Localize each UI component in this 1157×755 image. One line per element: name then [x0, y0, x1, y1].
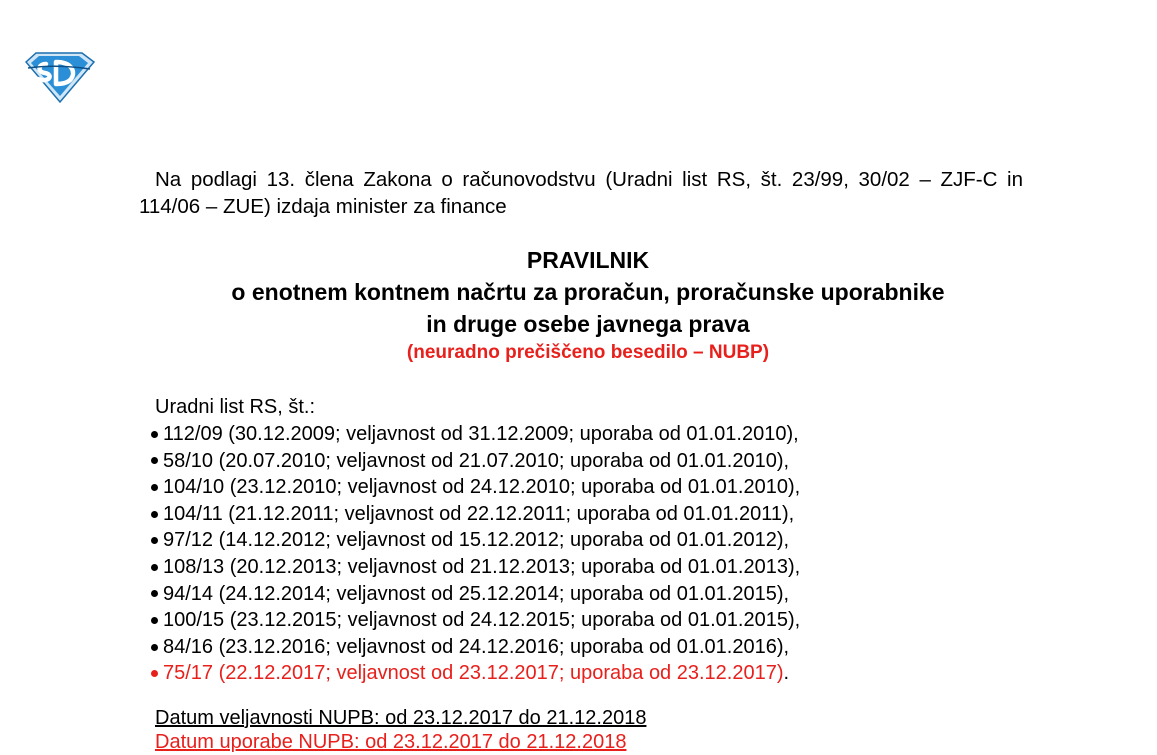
gazette-label: Uradni list RS, št.: — [155, 396, 316, 418]
gazette-entry-text: 75/17 (22.12.2017; veljavnost od 23.12.2017; uporaba od 23.12.2017) — [163, 662, 784, 685]
document-subtitle-line-1: o enotnem kontnem načrtu za proračun, proračunske uporabnike — [231, 279, 945, 305]
bullet-icon — [151, 564, 158, 571]
gazette-entry — [151, 501, 800, 528]
gazette-entry — [151, 607, 800, 634]
bullet-icon — [151, 511, 158, 518]
gazette-entry — [151, 474, 800, 501]
gazette-entry-text: 104/11 (21.12.2011; veljavnost od 22.12.2011; uporaba od 01.01.2011), — [163, 502, 795, 525]
gazette-entry-text: 94/14 (24.12.2014; veljavnost od 25.12.2014; uporaba od 01.01.2015), — [163, 582, 790, 605]
gazette-entry-text: 58/10 (20.07.2010; veljavnost od 21.07.2010; uporaba od 01.01.2010), — [163, 449, 790, 472]
intro-paragraph — [139, 166, 1023, 220]
gazette-entry-text: 108/13 (20.12.2013; veljavnost od 21.12.2013; uporaba od 01.01.2013), — [163, 555, 801, 578]
use-date-line: Datum uporabe NUPB: od 23.12.2017 do 21.12.2018 — [155, 731, 627, 753]
gazette-entry-text: 112/09 (30.12.2009; veljavnost od 31.12.2009; uporaba od 01.01.2010), — [163, 423, 799, 445]
gazette-entry — [151, 448, 800, 475]
gazette-entry — [151, 421, 800, 448]
gazette-entry-latest — [151, 660, 800, 687]
bullet-icon — [151, 537, 158, 544]
validity-date-line: Datum veljavnosti NUPB: od 23.12.2017 do 21.12.2018 — [155, 707, 647, 729]
gazette-entry-text: 104/10 (23.12.2010; veljavnost od 24.12.2010; uporaba od 01.01.2010), — [163, 476, 801, 499]
bullet-icon — [151, 431, 158, 438]
document-title: PRAVILNIK — [526, 247, 650, 273]
gazette-entry — [151, 554, 800, 581]
gazette-entries-list — [151, 421, 800, 687]
gazette-entry — [151, 581, 800, 608]
sd-shield-logo-icon — [22, 50, 96, 104]
gazette-entry — [151, 527, 800, 554]
intro-text: Na podlagi 13. člena Zakona o računovodstvu (Uradni list RS, št. 23/99, 30/02 – ZJF-C in 114/06 – ZUE) izdaja minister za finance — [139, 168, 1023, 218]
gazette-entry-text: 84/16 (23.12.2016; veljavnost od 24.12.2016; uporaba od 01.01.2016), — [163, 635, 790, 658]
gazette-entry — [151, 634, 800, 661]
gazette-entry-text: 97/12 (14.12.2012; veljavnost od 15.12.2012; uporaba od 01.01.2012), — [163, 529, 790, 552]
bullet-icon — [151, 457, 158, 464]
gazette-entry-tail: . — [783, 662, 790, 685]
document-subtitle-line-2: in druge osebe javnega prava — [426, 311, 750, 337]
bullet-icon — [151, 484, 158, 491]
gazette-entry-text: 100/15 (23.12.2015; veljavnost od 24.12.2015; uporaba od 01.01.2015), — [163, 609, 801, 632]
bullet-icon — [151, 644, 158, 651]
bullet-icon — [151, 590, 158, 597]
bullet-icon — [151, 617, 158, 624]
bullet-icon — [151, 670, 158, 677]
unofficial-consolidated-note: (neuradno prečiščeno besedilo – NUBP) — [406, 342, 770, 363]
